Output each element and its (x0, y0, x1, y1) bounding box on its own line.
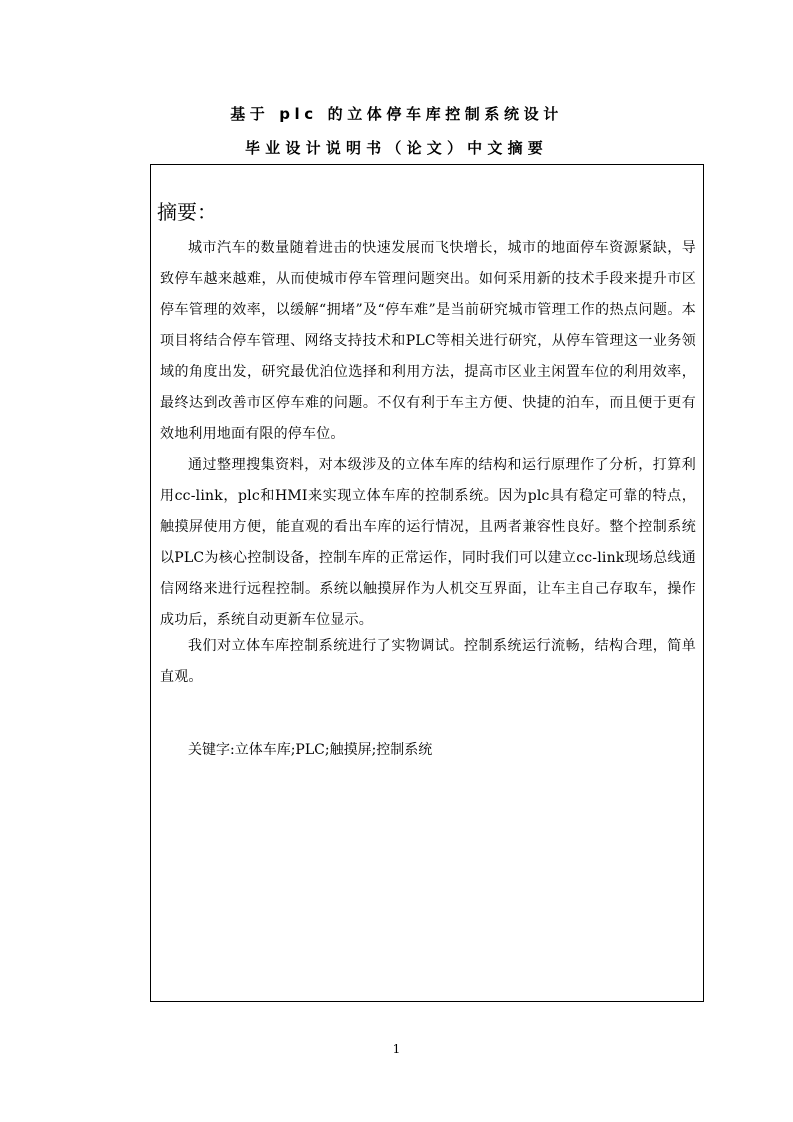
document-title: 基于 plc 的立体停车库控制系统设计 (230, 105, 563, 123)
abstract-paragraph-1: 城市汽车的数量随着进击的快速发展而飞快增长，城市的地面停车资源紧缺，导致停车越来越难，从而使城市停车管理问题突出。如何采用新的技术手段来提升市区停车管理的效率，以缓解“拥堵”及“停车难”是当前研究城市管理工作的热点问题。本项目将结合停车管理、网络支持技术和PLC等相关进行研究，从停车管理这一业务领域的角度出发，研究最优泊位选择和利用方法，提高市区业主闲置车位的利用效率，最终达到改善市区停车难的问题。不仅有利于车主方便、快捷的泊车，而且便于更有效地利用地面有限的停车位。 (160, 240, 696, 442)
abstract-paragraph-3: 我们对立体车库控制系统进行了实物调试。控制系统运行流畅，结构合理，简单直观。 (160, 638, 696, 685)
keywords-line: 关键字:立体车库;PLC;触摸屏;控制系统 (188, 742, 433, 758)
page-number: 1 (392, 1042, 401, 1056)
abstract-heading: 摘要： (157, 200, 217, 224)
abstract-paragraph-2: 通过整理搜集资料，对本级涉及的立体车库的结构和运行原理作了分析，打算利用cc-link，plc和HMI来实现立体车库的控制系统。因为plc具有稳定可靠的特点，触摸屏使用方便，能直观的看出车库的运行情况，且两者兼容性良好。整个控制系统以PLC为核心控制设备，控制车库的正常运作，同时我们可以建立cc-link现场总线通信网络来进行远程控制。系统以触摸屏作为人机交互界面，让车主自己存取车，操作成功后，系统自动更新车位显示。 (160, 457, 696, 628)
document-subtitle: 毕业设计说明书（论文）中文摘要 (244, 139, 548, 157)
